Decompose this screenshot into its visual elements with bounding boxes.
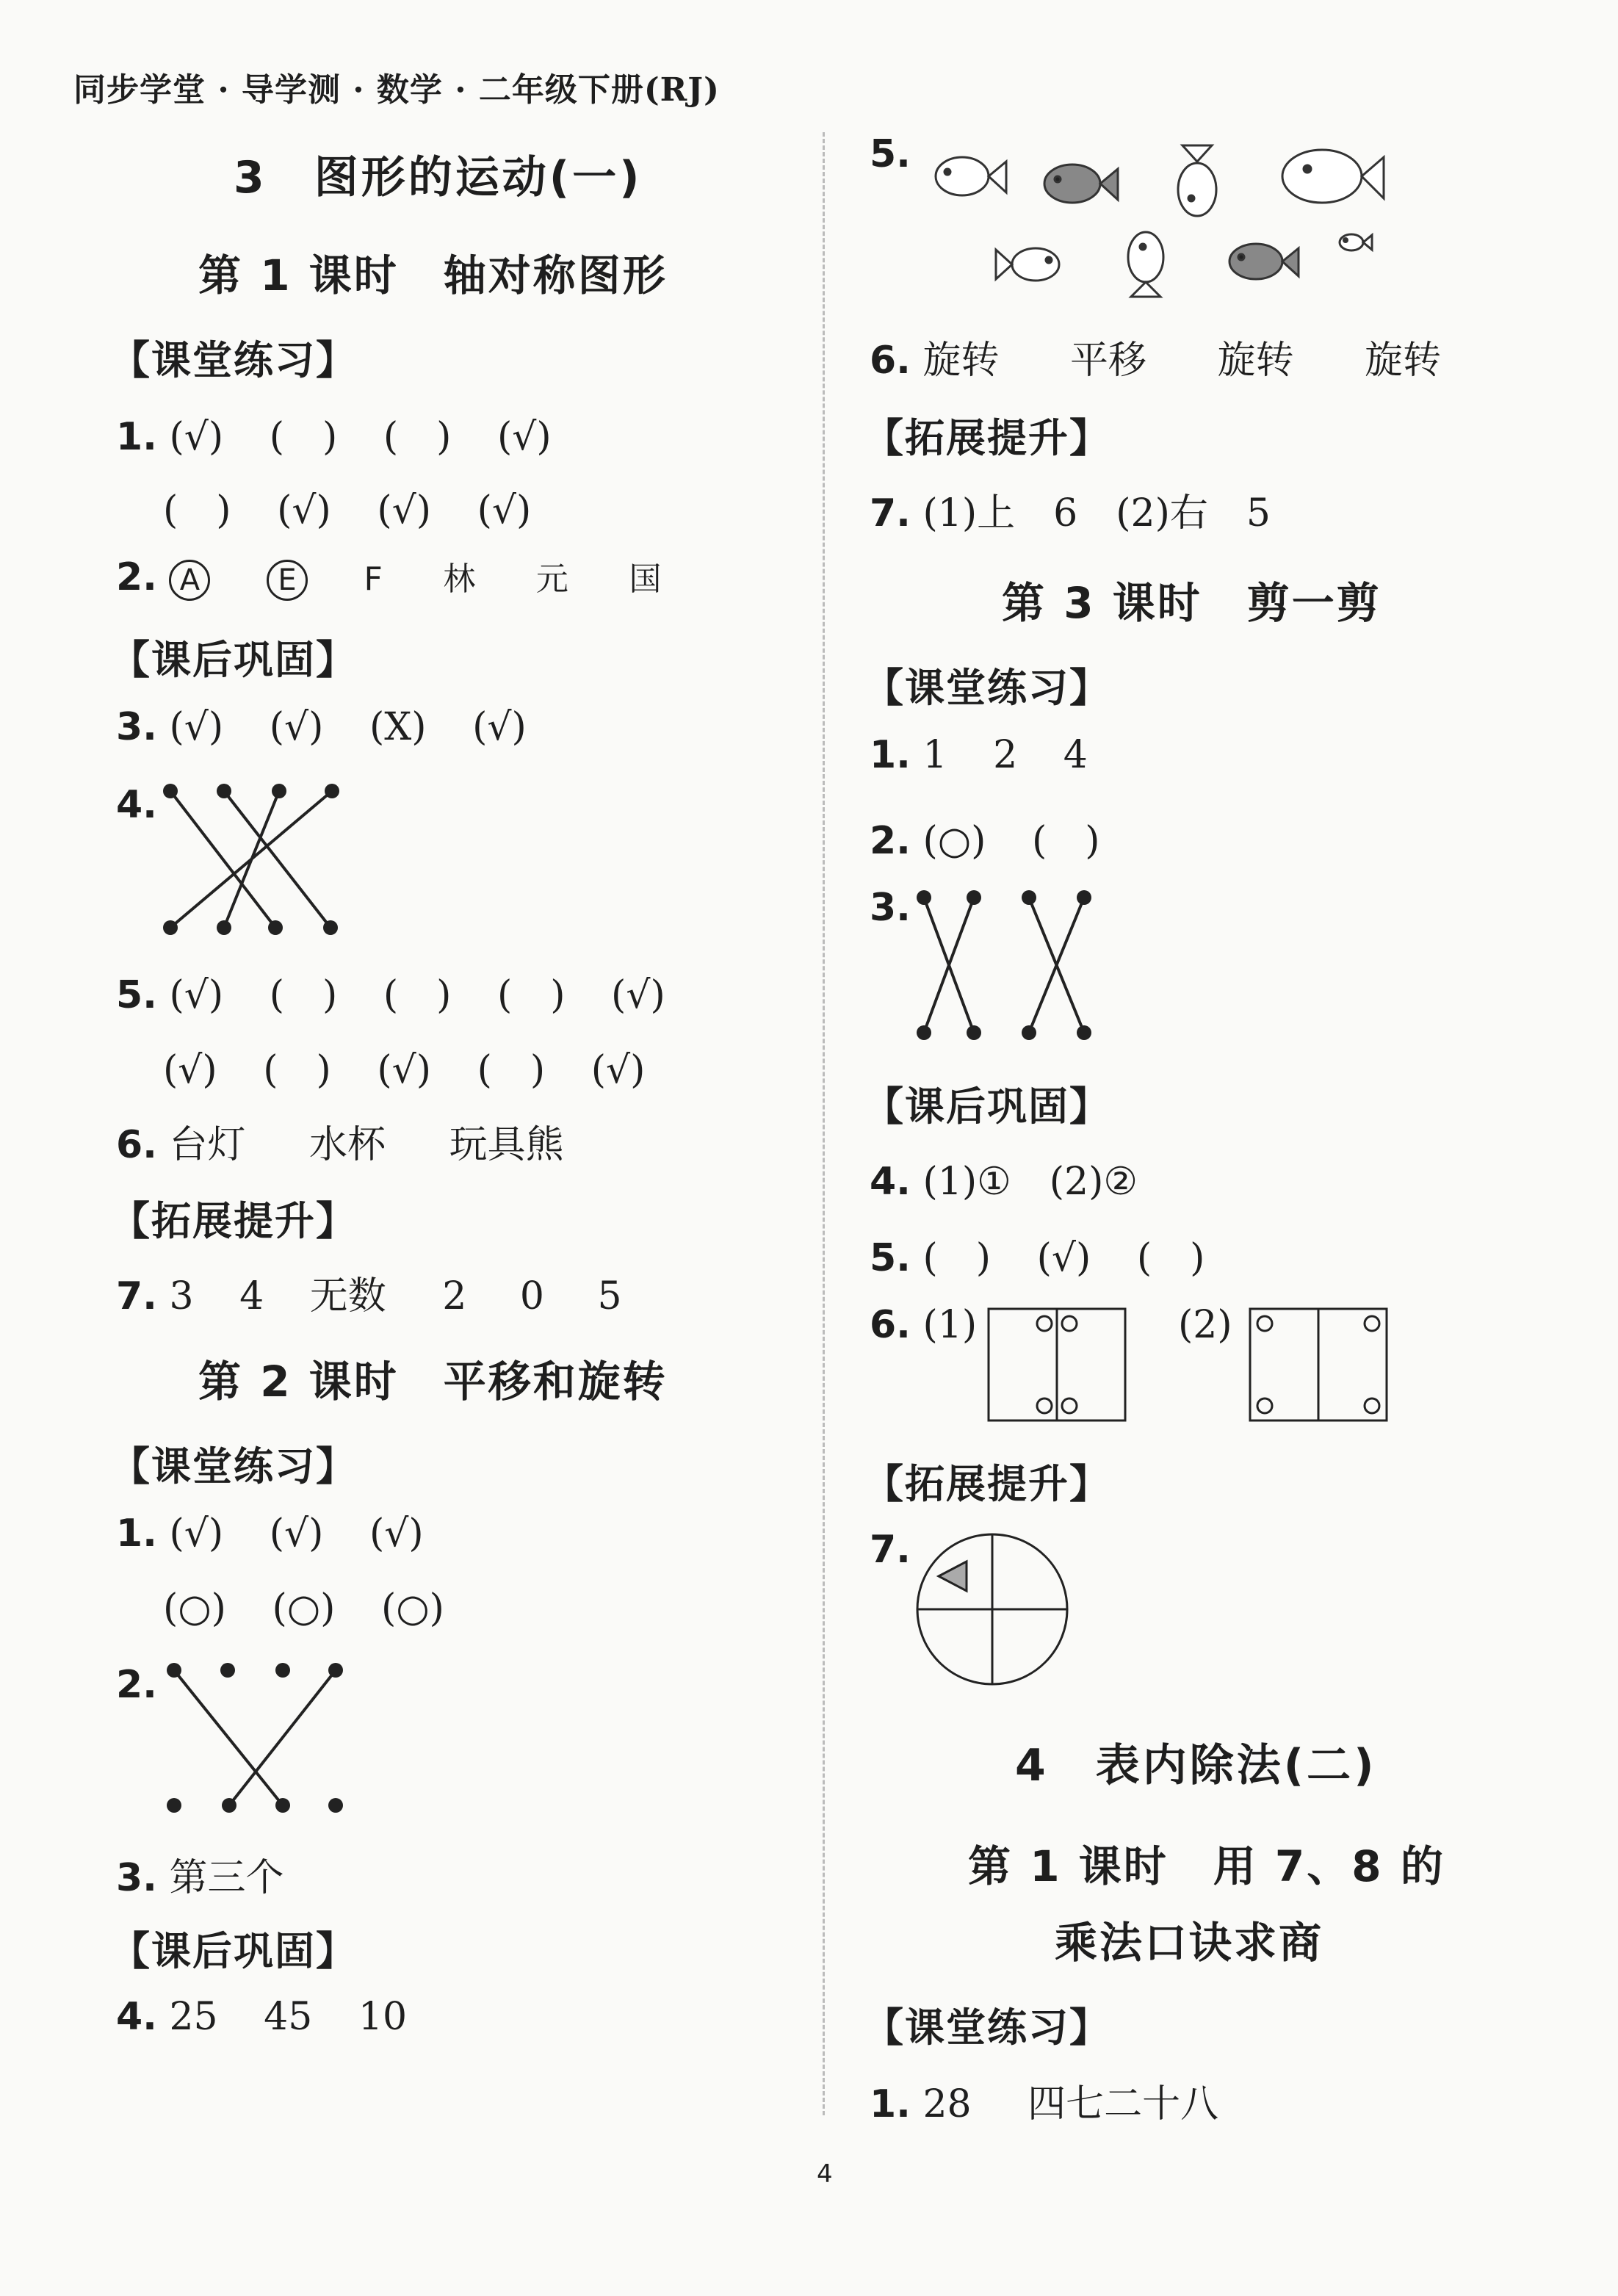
answer: 2: [993, 733, 1018, 777]
answer: 3: [169, 1274, 194, 1318]
answer: 水杯: [309, 1123, 386, 1167]
fish-icon: [996, 248, 1059, 281]
lesson-2-title: 第 2 课时 平移和旋转: [198, 1357, 668, 1407]
answer: (○): [922, 819, 986, 863]
chapter-3-title: 3 图形的运动(一): [234, 152, 643, 203]
answer: (X): [369, 705, 427, 749]
l1-q7: [116, 1265, 622, 1320]
lesson-3-title: 第 3 课时 剪一剪: [1002, 578, 1382, 628]
answer: 四七二十八: [1027, 2082, 1219, 2126]
chapter-4-lesson-1-title-line1: 第 1 课时 用 7、8 的: [968, 1841, 1445, 1891]
l1-q4-matching-diagram: [162, 782, 345, 936]
answer: (√): [169, 705, 224, 749]
answer: (√): [169, 415, 224, 459]
answer: (√): [269, 705, 324, 749]
answer: (√): [269, 1512, 324, 1556]
l2-q2-matching-diagram: [165, 1661, 349, 1808]
answer: (1)上 6 (2)右 5: [922, 491, 1271, 535]
column-divider: [823, 132, 825, 2115]
l1-q1-row2: [163, 479, 531, 534]
l3-q7-number: 7.: [870, 1528, 911, 1572]
answer: 旋转: [1365, 339, 1442, 383]
answer: 玩具熊: [449, 1123, 564, 1167]
part-label: (1): [922, 1303, 978, 1347]
answer: 10: [358, 1995, 408, 2039]
question-number: 5.: [116, 973, 157, 1017]
l3-q2: [870, 809, 1100, 864]
answer: (√): [277, 488, 331, 533]
l1-q6: [116, 1113, 564, 1169]
fish-icon: [936, 157, 1006, 195]
lesson-1-title: 第 1 课时 轴对称图形: [198, 250, 668, 300]
answer: 元: [535, 560, 568, 598]
l2-q3: [116, 1846, 283, 1902]
answer: 旋转: [1217, 339, 1294, 383]
question-number: 1.: [870, 733, 911, 777]
answer: 台灯: [169, 1123, 246, 1167]
answer: 4: [239, 1274, 264, 1318]
l3-q7-circle-diagram: [915, 1532, 1069, 1686]
section-after-class: 【课后巩固】: [110, 1928, 357, 1974]
question-number: 7.: [870, 491, 911, 535]
section-after-class: 【课后巩固】: [864, 1083, 1110, 1130]
answer: 1: [922, 733, 947, 777]
answer: 0: [519, 1274, 544, 1318]
fish-icon: [1128, 232, 1163, 297]
answer: (√): [377, 488, 432, 533]
question-number: 4.: [116, 1995, 157, 2039]
l2-q4: [116, 1995, 407, 2039]
l2-q2-number: 2.: [116, 1663, 157, 1707]
l2-q1-row1: [116, 1512, 424, 1556]
answer: (√): [169, 973, 224, 1017]
l3-q6-folded-paper-1: [987, 1307, 1127, 1422]
question-number: 6.: [870, 339, 911, 383]
fish-icon: [1340, 234, 1372, 250]
section-classroom-practice: 【课堂练习】: [864, 2004, 1110, 2051]
answer: (○): [163, 1586, 226, 1631]
answer: 4: [1063, 733, 1088, 777]
answer: (√): [377, 1048, 432, 1092]
answer: ( ): [1031, 819, 1100, 863]
answer: ( ): [383, 415, 452, 459]
l3-q6-folded-paper-2: [1249, 1307, 1388, 1422]
chapter-4-lesson-1-title-line2: 乘法口诀求商: [1055, 1918, 1324, 1968]
answer: ( ): [383, 973, 452, 1017]
answer: ( ): [496, 973, 566, 1017]
answer: (√): [472, 705, 527, 749]
l3-q6-number: 6. (1): [870, 1303, 978, 1347]
answer: ( ): [477, 1048, 546, 1092]
question-number: 3.: [116, 1856, 157, 1900]
fish-icon: [1282, 150, 1384, 203]
circled-letter-e: E: [267, 560, 308, 601]
answer: (√): [477, 488, 532, 533]
l1-q4-number: 4.: [116, 783, 157, 827]
question-number: 4.: [870, 1160, 911, 1204]
question-number: 1.: [116, 415, 157, 459]
answer: 无数: [309, 1274, 386, 1318]
answer: F: [364, 560, 383, 598]
l3-q4: [870, 1150, 1138, 1205]
l1-q5-row1: [116, 964, 665, 1019]
answer: (√): [611, 973, 665, 1017]
answer: 林: [443, 560, 476, 598]
answer: (√): [1036, 1236, 1091, 1280]
l3-q3-matching-diagram: [915, 889, 1099, 1036]
l2-q1-row2: [163, 1586, 444, 1631]
question-number: 5.: [870, 1236, 911, 1280]
l1-q5-row2: [163, 1039, 645, 1094]
answer: 2: [442, 1274, 467, 1318]
answer: (√): [169, 1512, 224, 1556]
answer: (√): [496, 415, 552, 459]
l1-q3: [116, 705, 527, 749]
page-number: 4: [817, 2159, 833, 2189]
page-header: 同步学堂 · 导学测 · 数学 · 二年级下册(RJ): [73, 71, 720, 109]
answer: ( ): [269, 415, 338, 459]
answer: (○): [380, 1586, 444, 1631]
section-extension: 【拓展提升】: [864, 415, 1110, 461]
answer: 25: [169, 1995, 218, 2039]
section-extension: 【拓展提升】: [110, 1198, 357, 1244]
question-number: 7.: [116, 1274, 157, 1318]
l2-q6: [870, 329, 1441, 384]
question-number: 1.: [870, 2082, 911, 2126]
question-number: 1.: [116, 1512, 157, 1556]
answer: 45: [264, 1995, 313, 2039]
answer: 平移: [1070, 339, 1147, 383]
fish-icon: [1178, 145, 1216, 216]
question-number: 2.: [870, 819, 911, 863]
chapter-4-title: 4 表内除法(二): [1015, 1740, 1377, 1791]
answer: 第三个: [169, 1856, 284, 1900]
answer: ( ): [263, 1048, 331, 1092]
fish-icon: [1044, 165, 1118, 203]
l3-q1: [870, 733, 1088, 777]
answer: ( ): [163, 488, 231, 533]
l3-q5: [870, 1227, 1205, 1282]
answer: (○): [272, 1586, 336, 1631]
section-classroom-practice: 【课堂练习】: [110, 1443, 357, 1490]
answer: 5: [597, 1274, 622, 1318]
l3-q3-number: 3.: [870, 886, 911, 930]
l1-q2: [116, 552, 661, 601]
question-number: 6.: [116, 1123, 157, 1167]
question-number: 3.: [116, 705, 157, 749]
answer: 28: [922, 2082, 972, 2126]
section-classroom-practice: 【课堂练习】: [864, 665, 1110, 711]
answer: ( ): [922, 1236, 992, 1280]
answer: (1)① (2)②: [922, 1160, 1138, 1204]
l1-q1-row1: [116, 405, 552, 461]
l3-q6-part2-label: (2): [1178, 1303, 1232, 1347]
answer: (√): [369, 1512, 424, 1556]
answer: 国: [629, 560, 662, 598]
section-classroom-practice: 【课堂练习】: [110, 337, 357, 383]
triangle-icon: [939, 1562, 967, 1591]
answer: 旋转: [922, 339, 1000, 383]
l2-q7: [870, 482, 1271, 537]
answer: ( ): [1136, 1236, 1205, 1280]
fish-icon: [1229, 244, 1299, 279]
answer: (√): [163, 1048, 217, 1092]
answer: ( ): [269, 973, 338, 1017]
section-after-class: 【课后巩固】: [110, 637, 357, 683]
section-extension: 【拓展提升】: [864, 1461, 1110, 1507]
question-number: 2.: [116, 555, 157, 599]
c4-q1: [870, 2073, 1218, 2128]
l2-q5-fish-illustration: [925, 140, 1395, 301]
answer: (√): [591, 1048, 646, 1092]
circled-letter-a: A: [169, 560, 210, 601]
l2-q5-number: 5.: [870, 132, 911, 176]
